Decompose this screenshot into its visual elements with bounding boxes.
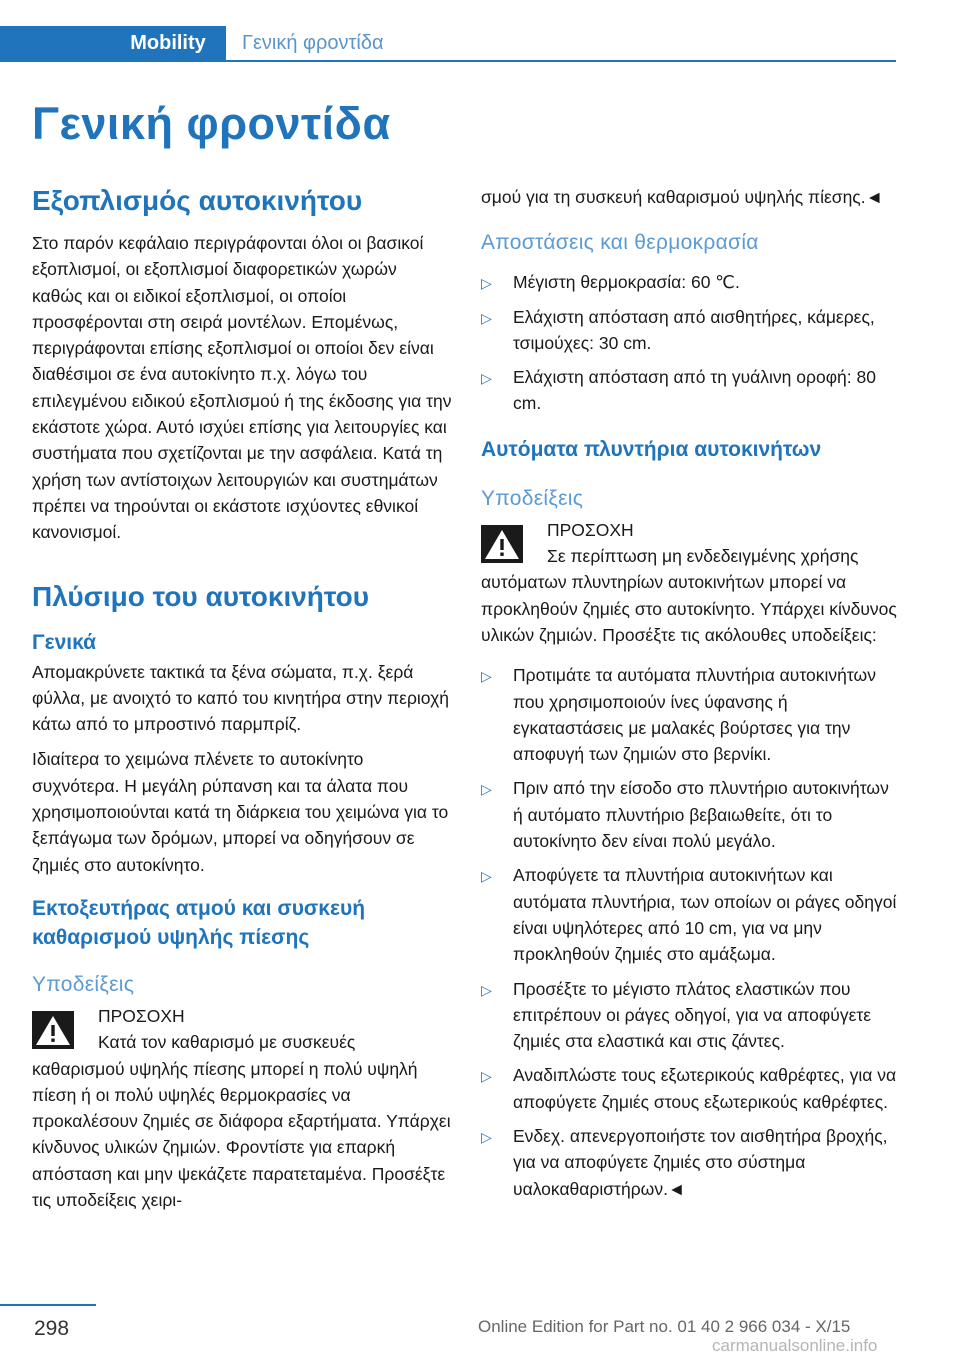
warning-text-pressure: Κατά τον καθαρισμό με συσκευές καθαρισμού υψηλής πίεσης μπορεί η πολύ υψηλή πίεση ή οι πολύ υψηλές θερμοκρασίες να προκαλέσουν ζημιές σε διάφορα εξαρτήματα. Υπάρχει κίνδυνος υλικών ζημιών. Φροντίστε για επαρκή απόσταση και μην ψεκάζετε παρατεταμένα. Προσέξτε τις υποδείξεις χειρι- — [32, 1032, 451, 1211]
list-item: ▷ Πριν από την είσοδο στο πλυντήριο αυτοκινήτων ή αυτόματο πλυντήριο βεβαιωθείτε, ότι το αυτοκίνητο δεν είναι πολύ μεγάλο. — [481, 778, 889, 852]
automatic-wash-heading: Αυτόματα πλυντήρια αυτοκινήτων — [481, 437, 822, 461]
list-item: ▷ Προτιμάτε τα αυτόματα πλυντήρια αυτοκινήτων που χρησιμοποιούν ίνες ύφανσης ή εγκαταστάσεις με μαλακές βούρτσες για την αποφυγή των ζημιών στο βερνίκι. — [481, 665, 876, 765]
bullet-triangle-icon: ▷ — [481, 981, 492, 998]
warning-title-pressure: ΠΡΟΣΟΧΗ — [98, 1005, 185, 1026]
list-item: ▷ Αποφύγετε τα πλυντήρια αυτοκινήτων και αυτόματα πλυντήρια, των οποίων οι ράγες οδηγοί είναι υψηλότερες από 10 cm, για να μην προκληθούν ζημιές στο αμάξωμα. — [481, 865, 897, 965]
bullet-triangle-icon: ▷ — [481, 1129, 492, 1146]
bullet-triangle-icon: ▷ — [481, 668, 492, 685]
list-item: ▷ Ελάχιστη απόσταση από τη γυάλινη οροφή: 80 cm. — [481, 367, 876, 414]
warning-triangle-icon — [481, 525, 523, 563]
header-rule — [0, 60, 896, 62]
list-item: ▷ Ενδεχ. απενεργοποιήστε τον αισθητήρα βροχής, για να αποφύγετε ζημιές στο σύστημα υαλοκαθαριστήρων.◄ — [481, 1126, 888, 1199]
page-title: Γενική φροντίδα — [32, 98, 391, 149]
section-vehicle-equipment-title: Εξοπλισμός αυτοκινήτου — [32, 185, 363, 216]
bullet-triangle-icon: ▷ — [481, 868, 492, 885]
header-bar — [0, 0, 960, 62]
tab-mobility-label: Mobility — [130, 32, 206, 54]
car-wash-paragraph-2: Ιδιαίτερα το χειμώνα πλένετε το αυτοκίνητο συχνότερα. Η μεγάλη ρύπανση και τα άλατα που χρησιμοποιούνται κατά τη διάρκεια του χειμώνα για το ξεπάγωμα των δρόμων, μπορεί να οδηγήσουν σε ζημιές στο αυτοκίνητο. — [32, 749, 449, 875]
watermark: carmanualsonline.info — [712, 1336, 878, 1355]
right-column — [481, 184, 901, 1212]
warning-triangle-icon — [32, 1011, 74, 1049]
page-number: 298 — [34, 1317, 70, 1340]
bullet-triangle-icon: ▷ — [481, 781, 492, 798]
left-column — [32, 184, 452, 1213]
tab-general-care[interactable]: Γενική φροντίδα — [242, 32, 384, 54]
automatic-wash-list — [481, 662, 901, 1202]
edition-text: Online Edition for Part no. 01 40 2 966 034 - X/15 — [478, 1317, 851, 1336]
notes-subheading-right: Υποδείξεις — [481, 486, 584, 510]
bullet-triangle-icon: ▷ — [481, 370, 492, 387]
distances-heading: Αποστάσεις και θερμοκρασία — [481, 231, 759, 255]
section-car-wash-title: Πλύσιμο του αυτοκινήτου — [32, 580, 370, 612]
warning-title-automatic: ΠΡΟΣΟΧΗ — [547, 519, 634, 540]
pressure-washer-heading: Εκτοξευτήρας ατμού και συσκευή καθαρισμού υψηλής πίεσης — [32, 896, 366, 949]
bullet-triangle-icon: ▷ — [481, 1068, 492, 1085]
warning-block-automatic — [481, 517, 901, 648]
list-item: ▷ Προσέξτε το μέγιστο πλάτος ελαστικών που επιτρέπουν οι ράγες οδηγοί, για να αποφύγετε ζημιές στα ελαστικά και στις ζάντες. — [481, 978, 872, 1052]
vehicle-equipment-paragraph: Στο παρόν κεφάλαιο περιγράφονται όλοι οι βασικοί εξοπλισμοί, οι εξοπλισμοί διαφορετικών χωρών καθώς και οι ειδικοί εξοπλισμοί, οι οποίοι προσφέρονται στη σειρά μοντέλων. Επομένως, περιγράφονται επίσης εξοπλισμοί οι οποίοι δεν είναι διαθέσιμοι σε ένα αυτοκίνητο π.χ. λόγω του επιλεγμένου ειδικού εξοπλισμού ή της έκδοσης για την εκάστοτε χώρα. Αυτό ισχύει επίσης για λειτουργίες και συστήματα που σχετίζονται με την ασφάλεια. Κατά τη χρήση των αντίστοιχων λειτουργιών και συστημάτων πρέπει να τηρούνται οι εκάστοτε ισχύοντες εθνικοί κανονισμοί. — [32, 233, 452, 543]
general-subheading: Γενικά — [32, 630, 97, 654]
warning-block-pressure — [32, 1003, 452, 1213]
footer-rule — [0, 1304, 96, 1306]
car-wash-paragraph-1: Απομακρύνετε τακτικά τα ξένα σώματα, π.χ. ξερά φύλλα, με ανοιχτό το καπό του κινητήρα στην περιοχή κάτω από το μπροστινό παρμπρίζ. — [32, 661, 449, 735]
warning-text-automatic: Σε περίπτωση μη ενδεδειγμένης χρήσης αυτόματων πλυντηρίων αυτοκινήτων μπορεί να προκληθούν ζημιές στο αυτοκίνητο. Υπάρχει κίνδυνος υλικών ζημιών. Προσέξτε τις ακόλουθες υποδείξεις: — [481, 546, 897, 645]
distances-list — [481, 269, 901, 416]
tab-mobility[interactable] — [0, 26, 226, 60]
bullet-triangle-icon: ▷ — [481, 309, 492, 326]
list-item: ▷ Αναδιπλώστε τους εξωτερικούς καθρέφτες, για να αποφύγετε ζημιές στους εξωτερικούς καθρέφτες. — [481, 1065, 897, 1112]
list-item: ▷ Μέγιστη θερμοκρασία: 60 ℃. — [481, 269, 901, 295]
pressure-continuation-text: σμού για τη συσκευή καθαρισμού υψηλής πίεσης.◄ — [481, 187, 883, 207]
bullet-triangle-icon: ▷ — [481, 275, 492, 292]
list-item: ▷ Ελάχιστη απόσταση από αισθητήρες, κάμερες, τσιμούχες: 30 cm. — [481, 306, 875, 353]
notes-subheading-left: Υποδείξεις — [32, 972, 135, 996]
